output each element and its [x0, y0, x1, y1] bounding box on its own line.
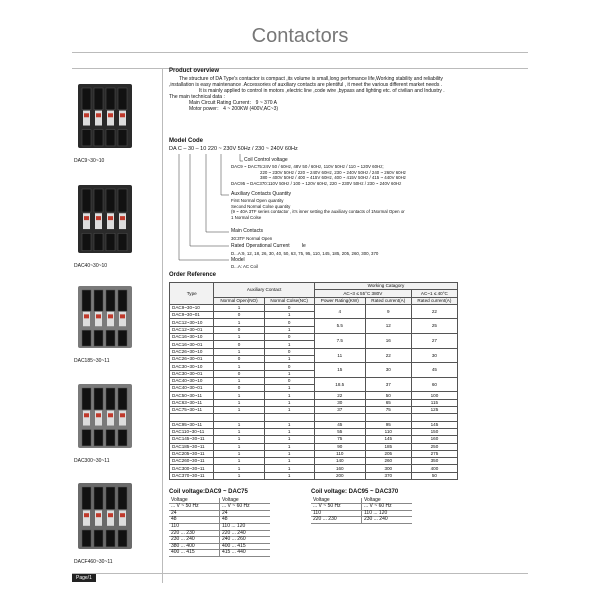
table-cell: 1 — [214, 407, 264, 414]
table-cell: 55 — [314, 428, 365, 435]
table-cell: 15 — [314, 363, 365, 378]
table-cell: 22 — [411, 304, 457, 319]
coil-line-1: DAC9 ~ DAC75:24V 50 / 60Hz, 48V 50 / 60Hz, 110V 50Hz / 110 ~ 120V 60Hz; — [231, 164, 384, 169]
table-cell: 350 — [411, 458, 457, 465]
table-cell: 1 — [214, 428, 264, 435]
table-cell: 0 — [214, 326, 264, 333]
table-cell: 37 — [314, 407, 365, 414]
table-cell — [170, 414, 214, 421]
coil-cell: 230 ... 240 — [362, 517, 413, 524]
coil-cell: 220 ... 240 — [220, 530, 271, 537]
rated-suffix: Ie — [301, 243, 306, 249]
overview-heading: Product overview — [169, 68, 220, 74]
table-cell: 1 — [264, 326, 314, 333]
coil-cell: 415 ... 440 — [220, 550, 271, 557]
table-cell: 0 — [264, 348, 314, 355]
table-cell: 125 — [411, 407, 457, 414]
coil-row — [311, 504, 412, 511]
leader-model — [179, 154, 229, 260]
rated-title — [231, 244, 306, 249]
coil-cell: 110 — [169, 523, 220, 530]
aux-line-4: 1 Normal Colse — [231, 214, 262, 220]
table-cell: 0 — [214, 370, 264, 377]
table-cell: 1 — [214, 348, 264, 355]
table-row — [170, 472, 458, 479]
table-cell: 1 — [264, 392, 314, 399]
col-type: Type — [170, 283, 214, 305]
table-row — [170, 458, 458, 465]
table-cell: 1 — [214, 334, 264, 341]
table-row — [170, 465, 458, 472]
table-row — [170, 377, 458, 384]
table-cell: 185 — [365, 443, 411, 450]
table-cell: 1 — [214, 458, 264, 465]
contactor-image — [74, 82, 136, 150]
model-code-string: DA C – 30 – 10 220 ~ 230V 50Hz / 230 ~ 240V 60Hz — [169, 146, 298, 152]
table-cell: DAC12~30~01 — [170, 326, 214, 333]
table-cell: 1 — [214, 436, 264, 443]
table-cell — [314, 414, 365, 421]
table-cell: 1 — [214, 421, 264, 428]
contactor-image — [74, 284, 136, 350]
product-caption: DAC300~30~11 — [74, 458, 110, 464]
model-line-1: D...A: AC Coil — [231, 264, 258, 269]
table-cell: 1 — [264, 355, 314, 362]
table-cell: 75 — [365, 407, 411, 414]
main-title: Main Contacts — [231, 228, 263, 234]
table-cell: 65 — [365, 399, 411, 406]
table-cell: 7.5 — [314, 334, 365, 349]
table-cell: 115 — [411, 399, 457, 406]
table-row — [170, 436, 458, 443]
table-cell: 0 — [264, 334, 314, 341]
aux-line-2: Second Normal Colse quantity — [231, 203, 291, 209]
table-cell: 0 — [214, 355, 264, 362]
table-cell: 1 — [264, 450, 314, 457]
coil-cell: Voltage — [362, 498, 413, 504]
coil-cell: Voltage — [169, 498, 220, 504]
table-cell: 370 — [365, 472, 411, 479]
coil-cell: ... V ~ 60 Hz — [362, 504, 413, 511]
page-number: Page/1 — [72, 574, 96, 582]
table-cell: DAC185~30~11 — [170, 443, 214, 450]
table-cell: DAC50~30~11 — [170, 392, 214, 399]
col-power: Power Rating(KW) — [314, 297, 365, 304]
table-cell: 1 — [264, 465, 314, 472]
coil-cell: 110 ... 120 — [220, 523, 271, 530]
table-cell — [214, 414, 264, 421]
product-item — [74, 82, 136, 164]
table-cell: 45 — [314, 421, 365, 428]
coil-b-title: Coil voltage: DAC95 ~ DAC370 — [311, 489, 399, 495]
coil-row — [169, 550, 270, 557]
table-cell: DAC16~30~10 — [170, 334, 214, 341]
table-row — [170, 428, 458, 435]
table-cell: DAC26~30~10 — [170, 348, 214, 355]
coil-line-3: 380 ~ 400V 50Hz / 400 ~ 415V 60Hz, 400 ~ 415V 50Hz / 415 ~ 440V 60Hz — [260, 175, 406, 180]
table-cell: 1 — [214, 399, 264, 406]
rated-title-text: Rated Operational Current — [231, 243, 290, 249]
table-cell: 1 — [214, 443, 264, 450]
product-caption: DACF460~30~11 — [74, 559, 113, 565]
table-cell: 150 — [411, 428, 457, 435]
table-cell: 1 — [214, 304, 264, 311]
table-cell: 1 — [214, 363, 264, 370]
table-cell: 90 — [314, 443, 365, 450]
table-row — [170, 414, 458, 421]
table-cell: 5.5 — [314, 319, 365, 334]
coil-row — [169, 510, 270, 517]
page-title: Contactors — [251, 25, 349, 47]
table-cell: 0 — [264, 304, 314, 311]
table-cell: 400 — [411, 465, 457, 472]
coil-a-title: Coil voltage:DAC9 ~ DAC75 — [169, 489, 248, 495]
table-cell — [264, 414, 314, 421]
table-cell — [411, 414, 457, 421]
table-cell: 22 — [314, 392, 365, 399]
table-cell: 95 — [365, 421, 411, 428]
table-row — [170, 334, 458, 341]
table-cell: 1 — [264, 312, 314, 319]
product-overview — [169, 68, 459, 112]
coil-cell: 220 ... 230 — [311, 517, 362, 524]
coil-cell: Voltage — [311, 498, 362, 504]
coil-cell: 110 — [311, 510, 362, 517]
table-cell: 9 — [365, 304, 411, 319]
table-cell: 60 — [411, 377, 457, 392]
table-cell: 75 — [314, 436, 365, 443]
table-cell: 110 — [365, 428, 411, 435]
aux-title: Auxiliary Contacts Quantity — [231, 191, 292, 197]
table-cell: 1 — [214, 377, 264, 384]
model-title: Model — [231, 257, 245, 263]
coil-cell: 24 — [220, 510, 271, 517]
table-cell: 4 — [314, 304, 365, 319]
footer-rule — [72, 573, 528, 574]
table-row — [170, 399, 458, 406]
table-cell: 1 — [214, 392, 264, 399]
table-cell: 18.5 — [314, 377, 365, 392]
table-cell: 1 — [264, 341, 314, 348]
coil-a-table — [169, 498, 270, 557]
table-cell: 1 — [264, 407, 314, 414]
order-table — [169, 282, 458, 480]
table-cell: 0 — [214, 385, 264, 392]
coil-cell: 24 — [169, 510, 220, 517]
coil-cell: Voltage — [220, 498, 271, 504]
coil-row — [311, 517, 412, 524]
model-code-heading: Model Code — [169, 138, 203, 144]
product-caption: DAC9~30~10 — [74, 158, 105, 164]
table-cell: 1 — [264, 443, 314, 450]
table-cell: 0 — [214, 341, 264, 348]
col-ac3: AC~3 ≤ 55°C 380V — [314, 290, 411, 297]
table-cell: 1 — [214, 319, 264, 326]
coil-cell: ... V ~ 60 Hz — [220, 504, 271, 511]
table-cell: DAC16~30~01 — [170, 341, 214, 348]
col-work: Working Catagory — [314, 283, 457, 290]
coil-voltage-b — [311, 490, 412, 524]
aux-line-3: (9 ~ 40A 3TF series contactor , it's inner setting the auxiliary contacts of 1Normal Open or — [231, 209, 405, 214]
table-cell: 0 — [214, 312, 264, 319]
col-ac1: AC~1 ≤ 40°C — [411, 290, 457, 297]
col-nc: Normal Colse(NC) — [264, 297, 314, 304]
coil-cell: 400 ... 415 — [220, 543, 271, 550]
column-divider — [162, 68, 163, 583]
contactor-image — [74, 382, 136, 450]
col-aux: Auxiliary Contact — [214, 283, 314, 298]
coil-cell: 380 ... 400 — [169, 543, 220, 550]
table-cell: 1 — [264, 399, 314, 406]
table-cell: 1 — [264, 436, 314, 443]
coil-voltage-a — [169, 490, 270, 557]
table-row — [170, 319, 458, 326]
table-cell: DAC300~30~11 — [170, 465, 214, 472]
table-cell: DAC63~30~11 — [170, 399, 214, 406]
table-cell: 27 — [411, 334, 457, 349]
table-cell: DAC370~30~11 — [170, 472, 214, 479]
table-cell: 1 — [264, 385, 314, 392]
table-cell: 1 — [214, 465, 264, 472]
table-cell: 145 — [411, 421, 457, 428]
coil-line-4: DAC95 ~ DAC370:110V 50Hz / 100 ~ 120V 60Hz, 220 ~ 230V 50Hz / 230 ~ 240V 60Hz — [231, 180, 402, 186]
table-cell: 300 — [365, 465, 411, 472]
table-cell: 1 — [264, 472, 314, 479]
coil-row — [169, 517, 270, 524]
table-cell: 205 — [365, 450, 411, 457]
coil-cell: 240 ... 260 — [220, 537, 271, 544]
table-cell: 100 — [411, 392, 457, 399]
coil-cell: 400 ... 415 — [169, 550, 220, 557]
product-item — [74, 183, 136, 269]
coil-row — [169, 504, 270, 511]
table-cell: DAC145~30~11 — [170, 436, 214, 443]
coil-cell: 110 ... 120 — [362, 510, 413, 517]
table-cell: 16 — [365, 334, 411, 349]
rated-line-1: D...A:9, 12, 18, 26, 30, 40, 50, 63, 75, 95, 110, 145, 185, 205, 260, 300, 370 — [231, 251, 379, 256]
table-cell: DAC30~30~01 — [170, 370, 214, 377]
table-cell: 37 — [365, 377, 411, 392]
table-cell: 250 — [411, 443, 457, 450]
table-cell: DAC9~30~10 — [170, 304, 214, 311]
coil-cell: 48 — [169, 517, 220, 524]
table-cell: DAC40~30~10 — [170, 377, 214, 384]
table-cell: 1 — [264, 421, 314, 428]
contactor-image — [74, 481, 136, 551]
overview-p2: It is mainly applied to control in motors ,electric line ,code wire ,bypass and lighting etc. of civilian and Industry . — [199, 88, 445, 94]
table-cell: 1 — [214, 450, 264, 457]
product-item — [74, 382, 136, 464]
coil-title: Coil Control voltage — [244, 157, 288, 163]
table-cell: 160 — [411, 436, 457, 443]
table-row — [170, 392, 458, 399]
contactor-image — [74, 183, 136, 255]
table-cell — [365, 414, 411, 421]
table-cell: 30 — [411, 348, 457, 363]
table-cell: 1 — [214, 472, 264, 479]
table-cell: 260 — [365, 458, 411, 465]
col-no: Normal Open(NO) — [214, 297, 264, 304]
overview-p5: Motor power： 4 ~ 200KW (400V,AC~3) — [189, 106, 279, 112]
overview-p4: Main Circuit Rating Current： 9 ~ 370 A — [189, 100, 277, 106]
product-item — [74, 481, 136, 565]
table-cell: 0 — [264, 319, 314, 326]
overview-p1: The structure of DA Type's contactor is compact ,its volume is small,long perfomance life,Working stability and reliability ,installation is easy maintenance .Accessories of auxiliary contacts are plentiful , it meet the various different market needs . — [169, 76, 443, 88]
table-cell: 11 — [314, 348, 365, 363]
leader-aux — [221, 154, 229, 195]
product-item — [74, 284, 136, 364]
table-row — [170, 450, 458, 457]
coil-b-table — [311, 498, 412, 524]
table-cell: 1 — [264, 370, 314, 377]
table-cell: 0 — [264, 377, 314, 384]
table-cell: 140 — [314, 458, 365, 465]
table-cell: 1 — [264, 458, 314, 465]
coil-cell: 48 — [220, 517, 271, 524]
coil-cell: 230 ... 240 — [169, 537, 220, 544]
table-cell: 200 — [314, 472, 365, 479]
table-row — [170, 407, 458, 414]
table-cell: 275 — [411, 450, 457, 457]
table-row — [170, 363, 458, 370]
table-cell: 12 — [365, 319, 411, 334]
leader-coil — [240, 154, 243, 161]
main-line-1: 30:3TF Normal Open — [231, 236, 273, 241]
table-row — [170, 304, 458, 311]
col-rated: Rated current(A) — [365, 297, 411, 304]
table-cell: DAC205~30~11 — [170, 450, 214, 457]
table-cell: 50 — [365, 392, 411, 399]
table-cell: DAC260~30~11 — [170, 458, 214, 465]
table-cell: 0 — [264, 363, 314, 370]
col-rated1: Rated current(A) — [411, 297, 457, 304]
table-cell: 50 — [411, 472, 457, 479]
leader-main — [206, 154, 229, 232]
table-cell: 30 — [365, 363, 411, 378]
table-cell: DAC75~30~11 — [170, 407, 214, 414]
table-cell: 145 — [365, 436, 411, 443]
coil-line-2: 220 ~ 230V 50Hz / 220 ~ 240V 60Hz, 230 ~ 240V 50Hz / 240 ~ 260V 60Hz — [260, 169, 406, 175]
table-cell: DAC26~30~01 — [170, 355, 214, 362]
coil-cell: ... V ~ 50 Hz — [169, 504, 220, 511]
table-cell: 45 — [411, 363, 457, 378]
table-cell: DAC9~30~01 — [170, 312, 214, 319]
table-cell: 25 — [411, 319, 457, 334]
table-cell: DAC40~30~01 — [170, 385, 214, 392]
aux-line-1: First Normal Open quantity — [231, 198, 284, 203]
table-cell: DAC110~30~11 — [170, 428, 214, 435]
table-cell: 110 — [314, 450, 365, 457]
table-cell: 160 — [314, 465, 365, 472]
product-caption: DAC40~30~10 — [74, 263, 108, 269]
overview-p3: The main technical data : — [169, 94, 225, 100]
table-cell: 22 — [365, 348, 411, 363]
order-heading: Order Reference — [169, 272, 217, 278]
table-cell: DAC30~30~10 — [170, 363, 214, 370]
table-row — [170, 348, 458, 355]
title-rule — [72, 52, 528, 53]
table-row — [170, 443, 458, 450]
product-caption: DAC185~30~11 — [74, 358, 110, 364]
coil-cell: ... V ~ 50 Hz — [311, 504, 362, 511]
coil-cell: 220 ... 230 — [169, 530, 220, 537]
table-row — [170, 421, 458, 428]
table-cell: 1 — [264, 428, 314, 435]
table-cell: DAC95~30~11 — [170, 421, 214, 428]
table-cell: 30 — [314, 399, 365, 406]
table-cell: DAC12~30~10 — [170, 319, 214, 326]
